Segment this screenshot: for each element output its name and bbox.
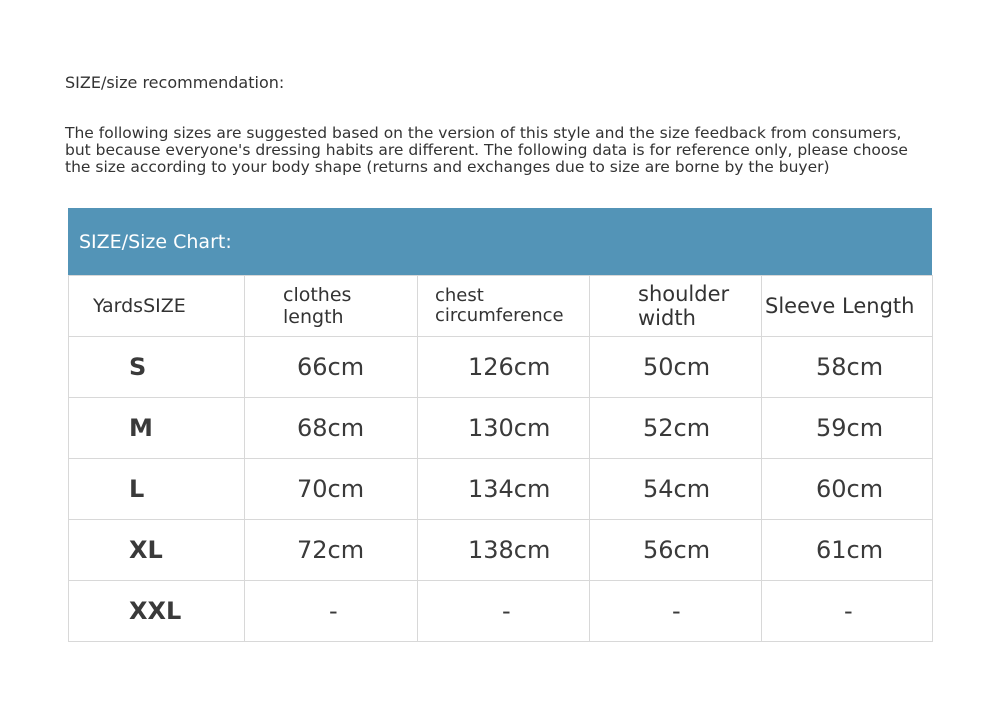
size-cell: XXL (69, 581, 245, 642)
sleeve-cell: 58cm (762, 337, 933, 398)
table-row (69, 337, 933, 398)
chest-cell: 130cm (418, 398, 590, 459)
header-shoulder-line2: width (638, 306, 696, 330)
shoulder-cell: 50cm (590, 337, 762, 398)
size-cell: XL (69, 520, 245, 581)
shoulder-cell: - (590, 581, 762, 642)
table-row (69, 398, 933, 459)
header-shoulder-line1: shoulder (638, 282, 730, 306)
chest-cell: 138cm (418, 520, 590, 581)
intro-line-2: but because everyone's dressing habits are different. The following data is for reference only, please choose (65, 141, 908, 159)
header-chest-line2: circumference (435, 305, 564, 326)
page-heading: SIZE/size recommendation: (65, 73, 285, 92)
length-cell: 68cm (245, 398, 418, 459)
size-chart-title: SIZE/Size Chart: (79, 230, 232, 253)
length-cell: 70cm (245, 459, 418, 520)
size-table (68, 275, 933, 642)
header-chest-line1: chest (435, 285, 484, 306)
size-chart-banner (68, 208, 932, 275)
chest-cell: 126cm (418, 337, 590, 398)
table-row (69, 459, 933, 520)
header-shoulder-width (590, 276, 762, 337)
header-sleeve-length: Sleeve Length (762, 276, 933, 337)
header-chest-circumference (418, 276, 590, 337)
header-size: YardsSIZE (69, 276, 245, 337)
sleeve-cell: 60cm (762, 459, 933, 520)
sleeve-cell: - (762, 581, 933, 642)
length-cell: 72cm (245, 520, 418, 581)
intro-line-3: the size according to your body shape (returns and exchanges due to size are borne by the buyer) (65, 158, 830, 176)
size-cell: L (69, 459, 245, 520)
header-clothes-length: clothes length (245, 276, 418, 337)
table-header-row (69, 276, 933, 337)
sleeve-cell: 59cm (762, 398, 933, 459)
length-cell: 66cm (245, 337, 418, 398)
chest-cell: - (418, 581, 590, 642)
shoulder-cell: 52cm (590, 398, 762, 459)
length-cell: - (245, 581, 418, 642)
shoulder-cell: 54cm (590, 459, 762, 520)
table-row (69, 520, 933, 581)
chest-cell: 134cm (418, 459, 590, 520)
intro-paragraph (65, 125, 945, 176)
table-row (69, 581, 933, 642)
intro-line-1: The following sizes are suggested based on the version of this style and the size feedback from consumers, (65, 124, 902, 142)
shoulder-cell: 56cm (590, 520, 762, 581)
size-cell: S (69, 337, 245, 398)
sleeve-cell: 61cm (762, 520, 933, 581)
size-cell: M (69, 398, 245, 459)
